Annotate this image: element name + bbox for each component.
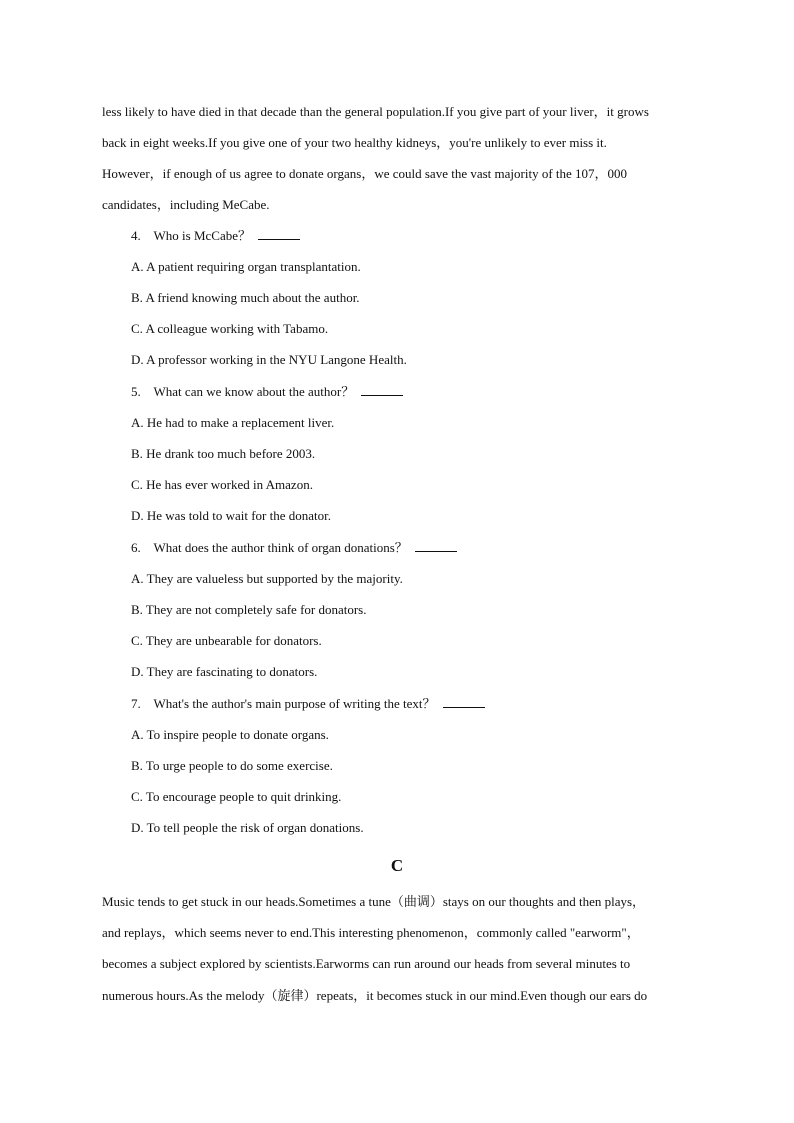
option: C. They are unbearable for donators. (131, 633, 322, 648)
option: D. To tell people the risk of organ donations. (131, 820, 364, 835)
passage-c-line: becomes a subject explored by scientists.Earworms can run around our heads from several minutes to (102, 956, 631, 971)
question-number: 6. (131, 540, 141, 555)
passage-c-line: and replays，which seems never to end.This interesting phenomenon，commonly called "earworm"， (102, 925, 640, 940)
question-4 (131, 227, 731, 245)
option: A. They are valueless but supported by the majority. (131, 571, 403, 586)
answer-blank[interactable] (415, 539, 457, 552)
option: A. He had to make a replacement liver. (131, 415, 335, 430)
passage-c-line: Music tends to get stuck in our heads.Sometimes a tune（曲调）stays on our thoughts and then plays， (102, 894, 646, 909)
option: B. To urge people to do some exercise. (131, 758, 333, 773)
question-5 (131, 383, 731, 401)
question-number: 7. (131, 696, 141, 711)
answer-blank[interactable] (258, 227, 300, 240)
option: C. He has ever worked in Amazon. (131, 477, 313, 492)
question-text: What does the author think of organ donations？ (153, 540, 408, 555)
option: D. A professor working in the NYU Langone Health. (131, 352, 407, 367)
option: A. To inspire people to donate organs. (131, 727, 329, 742)
question-number: 5. (131, 384, 141, 399)
passage-b-line: However，if enough of us agree to donate organs，we could save the vast majority of the 107，000 (102, 166, 628, 181)
option: B. They are not completely safe for donators. (131, 602, 367, 617)
question-text: What's the author's main purpose of writing the text？ (153, 696, 436, 711)
option: B. A friend knowing much about the author. (131, 290, 360, 305)
option: A. A patient requiring organ transplantation. (131, 259, 361, 274)
option: B. He drank too much before 2003. (131, 446, 316, 461)
question-text: Who is McCabe？ (153, 228, 251, 243)
section-heading: C (390, 856, 404, 875)
question-number: 4. (131, 228, 141, 243)
question-text: What can we know about the author？ (153, 384, 355, 399)
option: C. A colleague working with Tabamo. (131, 321, 329, 336)
answer-blank[interactable] (361, 383, 403, 396)
question-7 (131, 695, 731, 713)
passage-c-line: numerous hours.As the melody（旋律）repeats，it becomes stuck in our mind.Even though our ears do (102, 988, 648, 1003)
option: C. To encourage people to quit drinking. (131, 789, 342, 804)
passage-b-line: back in eight weeks.If you give one of your two healthy kidneys，you're unlikely to ever miss it. (102, 135, 607, 150)
answer-blank[interactable] (443, 695, 485, 708)
question-6 (131, 539, 731, 557)
option: D. He was told to wait for the donator. (131, 508, 332, 523)
option: D. They are fascinating to donators. (131, 664, 318, 679)
passage-b-line: less likely to have died in that decade than the general population.If you give part of your liver，it grows (102, 104, 649, 119)
passage-b-line: candidates，including MeCabe. (102, 197, 270, 212)
